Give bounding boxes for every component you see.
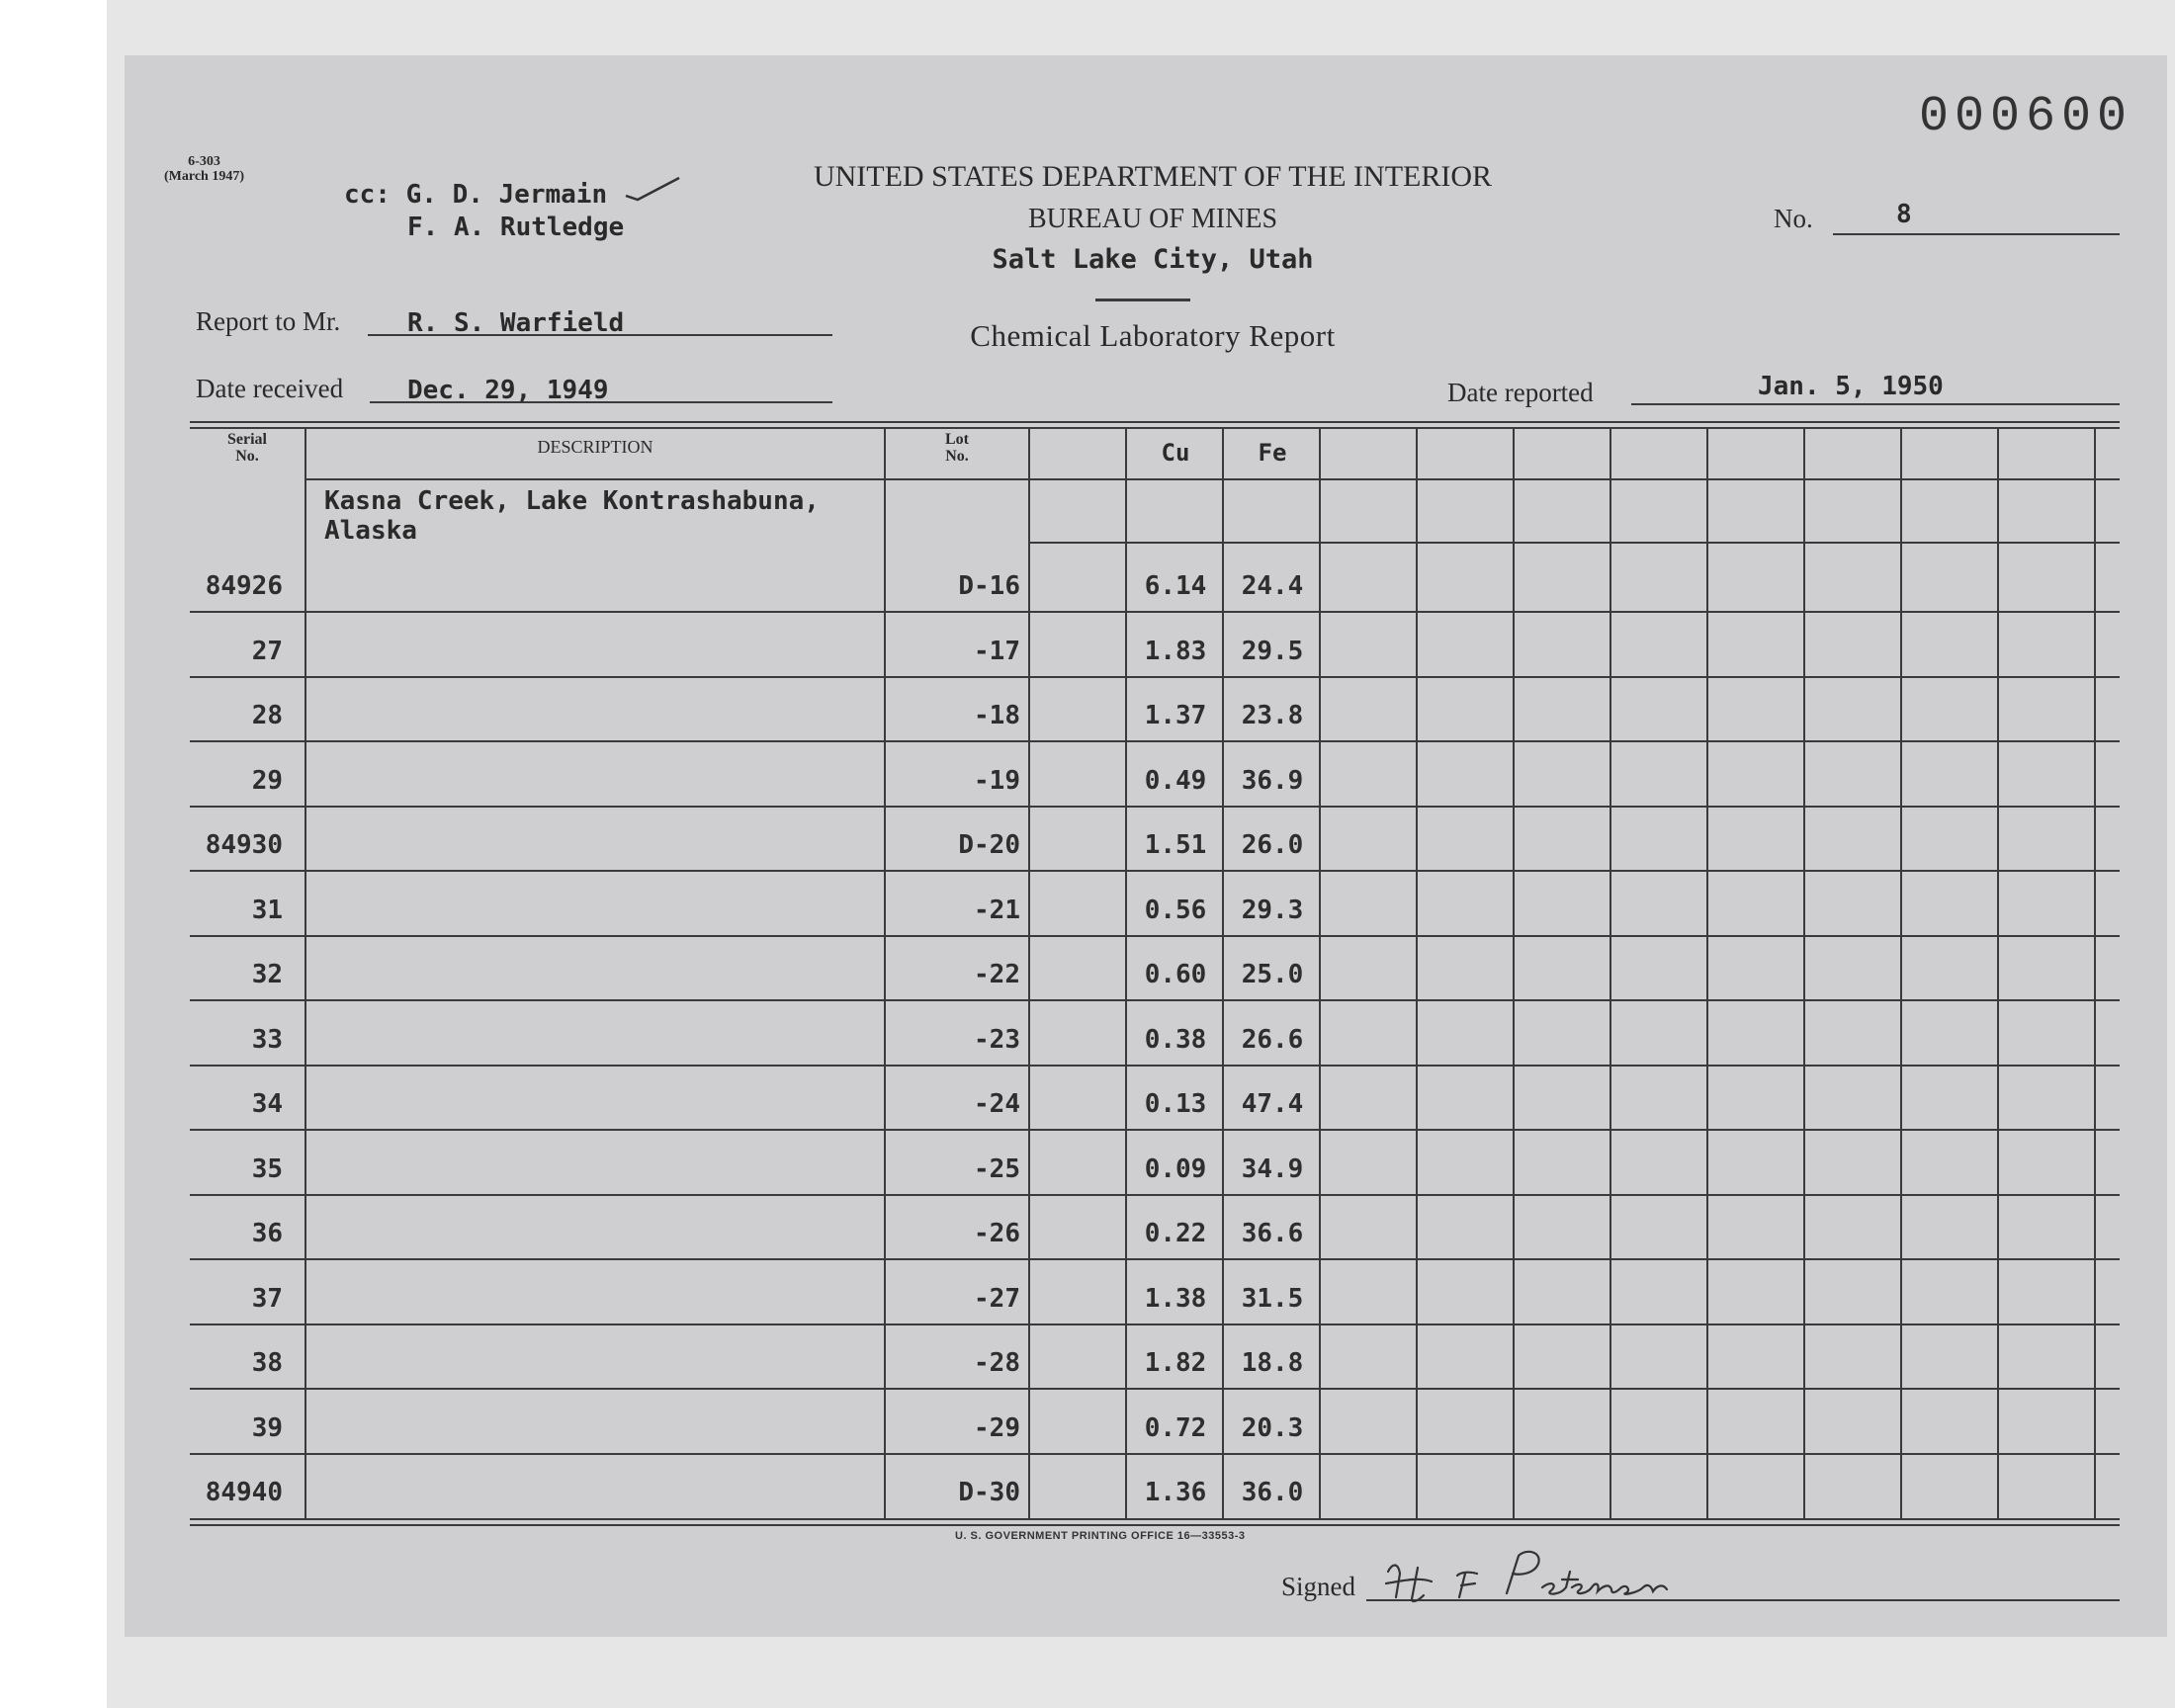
signed-label: Signed (1281, 1572, 1356, 1601)
cu-value-cell: 0.49 (1144, 765, 1207, 796)
date-reported-label: Date reported (1447, 378, 1594, 407)
lot-no-cell: -26 (974, 1219, 1020, 1248)
handwritten-signature (1368, 1538, 1724, 1607)
row-rule (190, 676, 2120, 678)
printer-imprint: U. S. GOVERNMENT PRINTING OFFICE 16—33553-3 (955, 1530, 1246, 1542)
date-received-label: Date received (196, 374, 344, 403)
report-number-label: No. (1774, 204, 1813, 233)
serial-no-cell: 28 (251, 701, 283, 730)
lot-no-cell: -28 (974, 1348, 1020, 1378)
fe-value-cell: 34.9 (1241, 1153, 1304, 1184)
cu-value-cell: 1.82 (1144, 1348, 1207, 1378)
cu-value-cell: 6.14 (1144, 571, 1207, 601)
row-rule (190, 870, 2120, 872)
cc-line-1: cc: G. D. Jermain (344, 180, 608, 210)
lot-no-cell: -27 (974, 1283, 1020, 1314)
table-top-rule-2 (190, 427, 2120, 429)
serial-no-cell: 27 (251, 636, 283, 666)
serial-no-cell: 84940 (205, 1478, 283, 1507)
report-title: Chemical Laboratory Report (970, 318, 1336, 353)
row-rule (190, 1258, 2120, 1260)
row-rule (190, 806, 2120, 808)
serial-no-cell: 36 (251, 1219, 283, 1248)
lot-no-cell: D-20 (958, 830, 1020, 860)
report-to-label: Report to Mr. (196, 306, 341, 336)
fe-value-cell: 26.0 (1241, 830, 1304, 860)
cu-value-cell: 1.37 (1144, 701, 1207, 730)
report-number-value: 8 (1896, 200, 1912, 229)
cu-header: Cu (1161, 439, 1190, 467)
fe-value-cell: 18.8 (1241, 1348, 1304, 1378)
col-divider-blank-4 (1610, 429, 1611, 1520)
table-top-rule (190, 421, 2120, 423)
col-divider-blank-7 (1900, 429, 1902, 1520)
serial-no-cell: 84926 (205, 571, 283, 601)
document-number: 000600 (1919, 89, 2133, 145)
lot-no-header: Lot No. (945, 431, 969, 465)
cu-value-cell: 1.83 (1144, 636, 1207, 666)
table-bottom-rule (190, 1518, 2120, 1520)
cu-value-cell: 0.60 (1144, 960, 1207, 989)
serial-no-cell: 33 (251, 1024, 283, 1055)
fe-value-cell: 29.5 (1241, 636, 1304, 666)
fe-value-cell: 31.5 (1241, 1283, 1304, 1314)
lot-no-cell: -29 (974, 1412, 1020, 1443)
fe-value-cell: 36.0 (1241, 1478, 1304, 1507)
description-line-1: Kasna Creek, Lake Kontrashabuna, (324, 486, 820, 516)
cu-value-cell: 1.36 (1144, 1478, 1207, 1507)
date-reported-value: Jan. 5, 1950 (1758, 372, 1944, 401)
row-rule (190, 999, 2120, 1001)
serial-no-cell: 37 (251, 1283, 283, 1314)
serial-no-cell: 38 (251, 1348, 283, 1378)
lot-no-cell: -25 (974, 1153, 1020, 1184)
check-mark-icon (624, 174, 683, 204)
lot-no-cell: D-16 (958, 571, 1020, 601)
location-heading: Salt Lake City, Utah (992, 244, 1314, 275)
fe-value-cell: 47.4 (1241, 1089, 1304, 1119)
serial-no-cell: 39 (251, 1412, 283, 1443)
fe-value-cell: 26.6 (1241, 1024, 1304, 1055)
fe-value-cell: 29.3 (1241, 895, 1304, 925)
row-rule (190, 611, 2120, 613)
row-rule (190, 1065, 2120, 1067)
lot-no-cell: -18 (974, 701, 1020, 730)
serial-no-cell: 35 (251, 1153, 283, 1184)
heading-divider (1095, 299, 1190, 301)
description-bottom-rule (1028, 542, 2120, 544)
serial-no-cell: 84930 (205, 830, 283, 860)
report-to-value: R. S. Warfield (407, 308, 625, 338)
lot-no-cell: -17 (974, 636, 1020, 666)
row-rule (190, 740, 2120, 742)
fe-value-cell: 24.4 (1241, 571, 1304, 601)
report-sheet (125, 55, 2167, 1637)
serial-no-cell: 29 (251, 765, 283, 796)
row-rule (190, 935, 2120, 937)
serial-no-header: Serial No. (227, 431, 267, 465)
bureau-heading: BUREAU OF MINES (1027, 204, 1278, 234)
row-rule (190, 1129, 2120, 1131)
serial-no-cell: 31 (251, 895, 283, 925)
cu-value-cell: 0.09 (1144, 1153, 1207, 1184)
row-rule (190, 1194, 2120, 1196)
col-divider-serial (304, 429, 306, 1520)
lot-no-cell: -19 (974, 765, 1020, 796)
header-bottom-rule (306, 478, 2120, 480)
col-divider-blank-5 (1706, 429, 1708, 1520)
form-number-block (164, 154, 244, 184)
description-header: DESCRIPTION (537, 437, 653, 457)
lot-no-cell: -23 (974, 1024, 1020, 1055)
cu-value-cell: 0.56 (1144, 895, 1207, 925)
col-divider-blank-9 (2094, 429, 2096, 1520)
col-divider-blank-2 (1416, 429, 1418, 1520)
form-date: (March 1947) (164, 169, 244, 184)
fe-value-cell: 20.3 (1241, 1412, 1304, 1443)
fe-value-cell: 36.9 (1241, 765, 1304, 796)
row-rule (190, 1453, 2120, 1455)
row-rule (190, 1388, 2120, 1390)
fe-value-cell: 23.8 (1241, 701, 1304, 730)
fe-value-cell: 25.0 (1241, 960, 1304, 989)
description-line-2: Alaska (324, 516, 417, 546)
col-divider-blank-8 (1997, 429, 1999, 1520)
cu-value-cell: 1.51 (1144, 830, 1207, 860)
lot-no-cell: D-30 (958, 1478, 1020, 1507)
table-bottom-rule-2 (190, 1524, 2120, 1526)
cu-value-cell: 0.38 (1144, 1024, 1207, 1055)
row-rule (190, 1324, 2120, 1325)
col-divider-blank-3 (1513, 429, 1515, 1520)
cc-line-2: F. A. Rutledge (407, 213, 625, 242)
form-number: 6-303 (188, 154, 220, 169)
fe-value-cell: 36.6 (1241, 1219, 1304, 1248)
cu-value-cell: 0.22 (1144, 1219, 1207, 1248)
serial-no-cell: 34 (251, 1089, 283, 1119)
report-number-underline (1833, 233, 2120, 235)
cu-value-cell: 0.72 (1144, 1412, 1207, 1443)
agency-heading: UNITED STATES DEPARTMENT OF THE INTERIOR (813, 160, 1493, 193)
serial-no-cell: 32 (251, 960, 283, 989)
col-divider-lot (1028, 429, 1030, 1520)
fe-header: Fe (1258, 439, 1287, 467)
cu-value-cell: 1.38 (1144, 1283, 1207, 1314)
cu-value-cell: 0.13 (1144, 1089, 1207, 1119)
date-reported-underline (1631, 403, 2120, 405)
date-received-value: Dec. 29, 1949 (407, 376, 609, 405)
lot-no-cell: -21 (974, 895, 1020, 925)
lot-no-cell: -24 (974, 1089, 1020, 1119)
col-divider-blank-6 (1803, 429, 1805, 1520)
lot-no-cell: -22 (974, 960, 1020, 989)
